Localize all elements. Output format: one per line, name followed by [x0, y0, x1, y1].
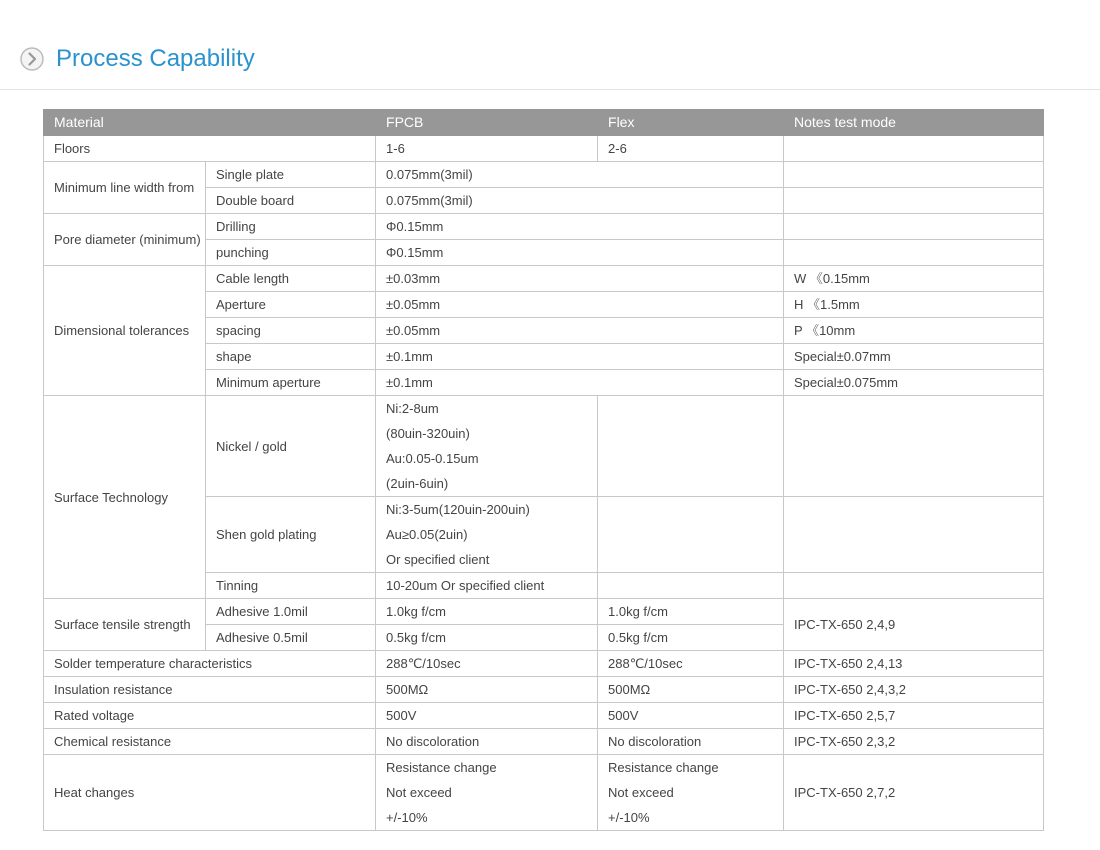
heat-fpcb-line: Resistance change — [386, 760, 497, 775]
row-label-tensile: Surface tensile strength — [44, 599, 206, 651]
table-row — [44, 755, 1044, 831]
cable-length-value: ±0.03mm — [376, 266, 784, 292]
sub-label-shen-gold: Shen gold plating — [206, 497, 376, 573]
nickel-gold-line: (2uin-6uin) — [386, 476, 449, 491]
sub-label-cable-length: Cable length — [206, 266, 376, 292]
nickel-gold-line: Ni:2-8um — [386, 401, 439, 416]
chemical-flex: No discoloration — [598, 729, 784, 755]
punching-notes — [784, 240, 1044, 266]
header-notes: Notes test mode — [784, 110, 1044, 136]
sub-label-tinning: Tinning — [206, 573, 376, 599]
table-row — [44, 136, 1044, 162]
row-label-surface: Surface Technology — [44, 396, 206, 599]
sub-label-shape: shape — [206, 344, 376, 370]
sub-label-min-aperture: Minimum aperture — [206, 370, 376, 396]
table-row — [44, 214, 1044, 240]
shape-notes: Special±0.07mm — [784, 344, 1044, 370]
table-row — [44, 599, 1044, 625]
shen-gold-line: Au≥0.05(2uin) — [386, 527, 468, 542]
sub-label-drilling: Drilling — [206, 214, 376, 240]
tinning-notes — [784, 573, 1044, 599]
page-title: Process Capability — [56, 45, 255, 72]
process-capability-table — [43, 109, 1044, 831]
sub-label-adhesive-05: Adhesive 0.5mil — [206, 625, 376, 651]
sub-label-punching: punching — [206, 240, 376, 266]
nickel-gold-flex — [598, 396, 784, 497]
shen-gold-line: Ni:3-5um(120uin-200uin) — [386, 502, 530, 517]
sub-label-spacing: spacing — [206, 318, 376, 344]
tensile-notes: IPC-TX-650 2,4,9 — [784, 599, 1044, 651]
chevron-circle-right-icon — [20, 47, 44, 71]
sub-label-single-plate: Single plate — [206, 162, 376, 188]
sub-label-aperture: Aperture — [206, 292, 376, 318]
heat-flex-line: Resistance change — [608, 760, 719, 775]
spacing-value: ±0.05mm — [376, 318, 784, 344]
table-header-row — [44, 110, 1044, 136]
tinning-fpcb: 10-20um Or specified client — [376, 573, 598, 599]
table-row — [44, 703, 1044, 729]
shen-gold-fpcb — [376, 497, 598, 573]
single-plate-value: 0.075mm(3mil) — [376, 162, 784, 188]
heat-fpcb — [376, 755, 598, 831]
punching-value: Φ0.15mm — [376, 240, 784, 266]
tinning-flex — [598, 573, 784, 599]
shen-gold-line: Or specified client — [386, 552, 490, 567]
heat-notes: IPC-TX-650 2,7,2 — [784, 755, 1044, 831]
row-label-min-line-width: Minimum line width from — [44, 162, 206, 214]
solder-fpcb: 288℃/10sec — [376, 651, 598, 677]
shape-value: ±0.1mm — [376, 344, 784, 370]
nickel-gold-line: (80uin-320uin) — [386, 426, 470, 441]
insulation-notes: IPC-TX-650 2,4,3,2 — [784, 677, 1044, 703]
cable-length-notes: W 《0.15mm — [784, 266, 1044, 292]
header-divider — [0, 89, 1100, 90]
heat-fpcb-line: +/-10% — [386, 810, 428, 825]
adhesive-05-fpcb: 0.5kg f/cm — [376, 625, 598, 651]
chemical-fpcb: No discoloration — [376, 729, 598, 755]
floors-fpcb: 1-6 — [376, 136, 598, 162]
floors-notes — [784, 136, 1044, 162]
aperture-notes: H 《1.5mm — [784, 292, 1044, 318]
nickel-gold-notes — [784, 396, 1044, 497]
heat-flex-line: +/-10% — [608, 810, 650, 825]
shen-gold-notes — [784, 497, 1044, 573]
double-board-value: 0.075mm(3mil) — [376, 188, 784, 214]
aperture-value: ±0.05mm — [376, 292, 784, 318]
drilling-value: Φ0.15mm — [376, 214, 784, 240]
chemical-notes: IPC-TX-650 2,3,2 — [784, 729, 1044, 755]
row-label-insulation: Insulation resistance — [44, 677, 376, 703]
shen-gold-flex — [598, 497, 784, 573]
row-label-rated-voltage: Rated voltage — [44, 703, 376, 729]
row-label-solder: Solder temperature characteristics — [44, 651, 376, 677]
header-material: Material — [44, 110, 376, 136]
min-aperture-value: ±0.1mm — [376, 370, 784, 396]
rated-voltage-flex: 500V — [598, 703, 784, 729]
solder-notes: IPC-TX-650 2,4,13 — [784, 651, 1044, 677]
row-label-pore-diameter: Pore diameter (minimum) — [44, 214, 206, 266]
row-label-dimensional: Dimensional tolerances — [44, 266, 206, 396]
section-header — [20, 44, 255, 74]
row-label-heat: Heat changes — [44, 755, 376, 831]
table-row — [44, 651, 1044, 677]
adhesive-05-flex: 0.5kg f/cm — [598, 625, 784, 651]
heat-fpcb-line: Not exceed — [386, 785, 452, 800]
heat-flex-line: Not exceed — [608, 785, 674, 800]
adhesive-1-flex: 1.0kg f/cm — [598, 599, 784, 625]
floors-flex: 2-6 — [598, 136, 784, 162]
nickel-gold-line: Au:0.05-0.15um — [386, 451, 479, 466]
single-plate-notes — [784, 162, 1044, 188]
double-board-notes — [784, 188, 1044, 214]
sub-label-adhesive-1: Adhesive 1.0mil — [206, 599, 376, 625]
insulation-flex: 500MΩ — [598, 677, 784, 703]
spacing-notes: P 《10mm — [784, 318, 1044, 344]
adhesive-1-fpcb: 1.0kg f/cm — [376, 599, 598, 625]
rated-voltage-notes: IPC-TX-650 2,5,7 — [784, 703, 1044, 729]
insulation-fpcb: 500MΩ — [376, 677, 598, 703]
table-row — [44, 396, 1044, 497]
header-fpcb: FPCB — [376, 110, 598, 136]
sub-label-double-board: Double board — [206, 188, 376, 214]
solder-flex: 288℃/10sec — [598, 651, 784, 677]
rated-voltage-fpcb: 500V — [376, 703, 598, 729]
sub-label-nickel-gold: Nickel / gold — [206, 396, 376, 497]
table-row — [44, 162, 1044, 188]
row-label-floors: Floors — [44, 136, 376, 162]
min-aperture-notes: Special±0.075mm — [784, 370, 1044, 396]
row-label-chemical: Chemical resistance — [44, 729, 376, 755]
drilling-notes — [784, 214, 1044, 240]
header-flex: Flex — [598, 110, 784, 136]
table-row — [44, 677, 1044, 703]
table-row — [44, 266, 1044, 292]
heat-flex — [598, 755, 784, 831]
nickel-gold-fpcb — [376, 396, 598, 497]
table-row — [44, 729, 1044, 755]
